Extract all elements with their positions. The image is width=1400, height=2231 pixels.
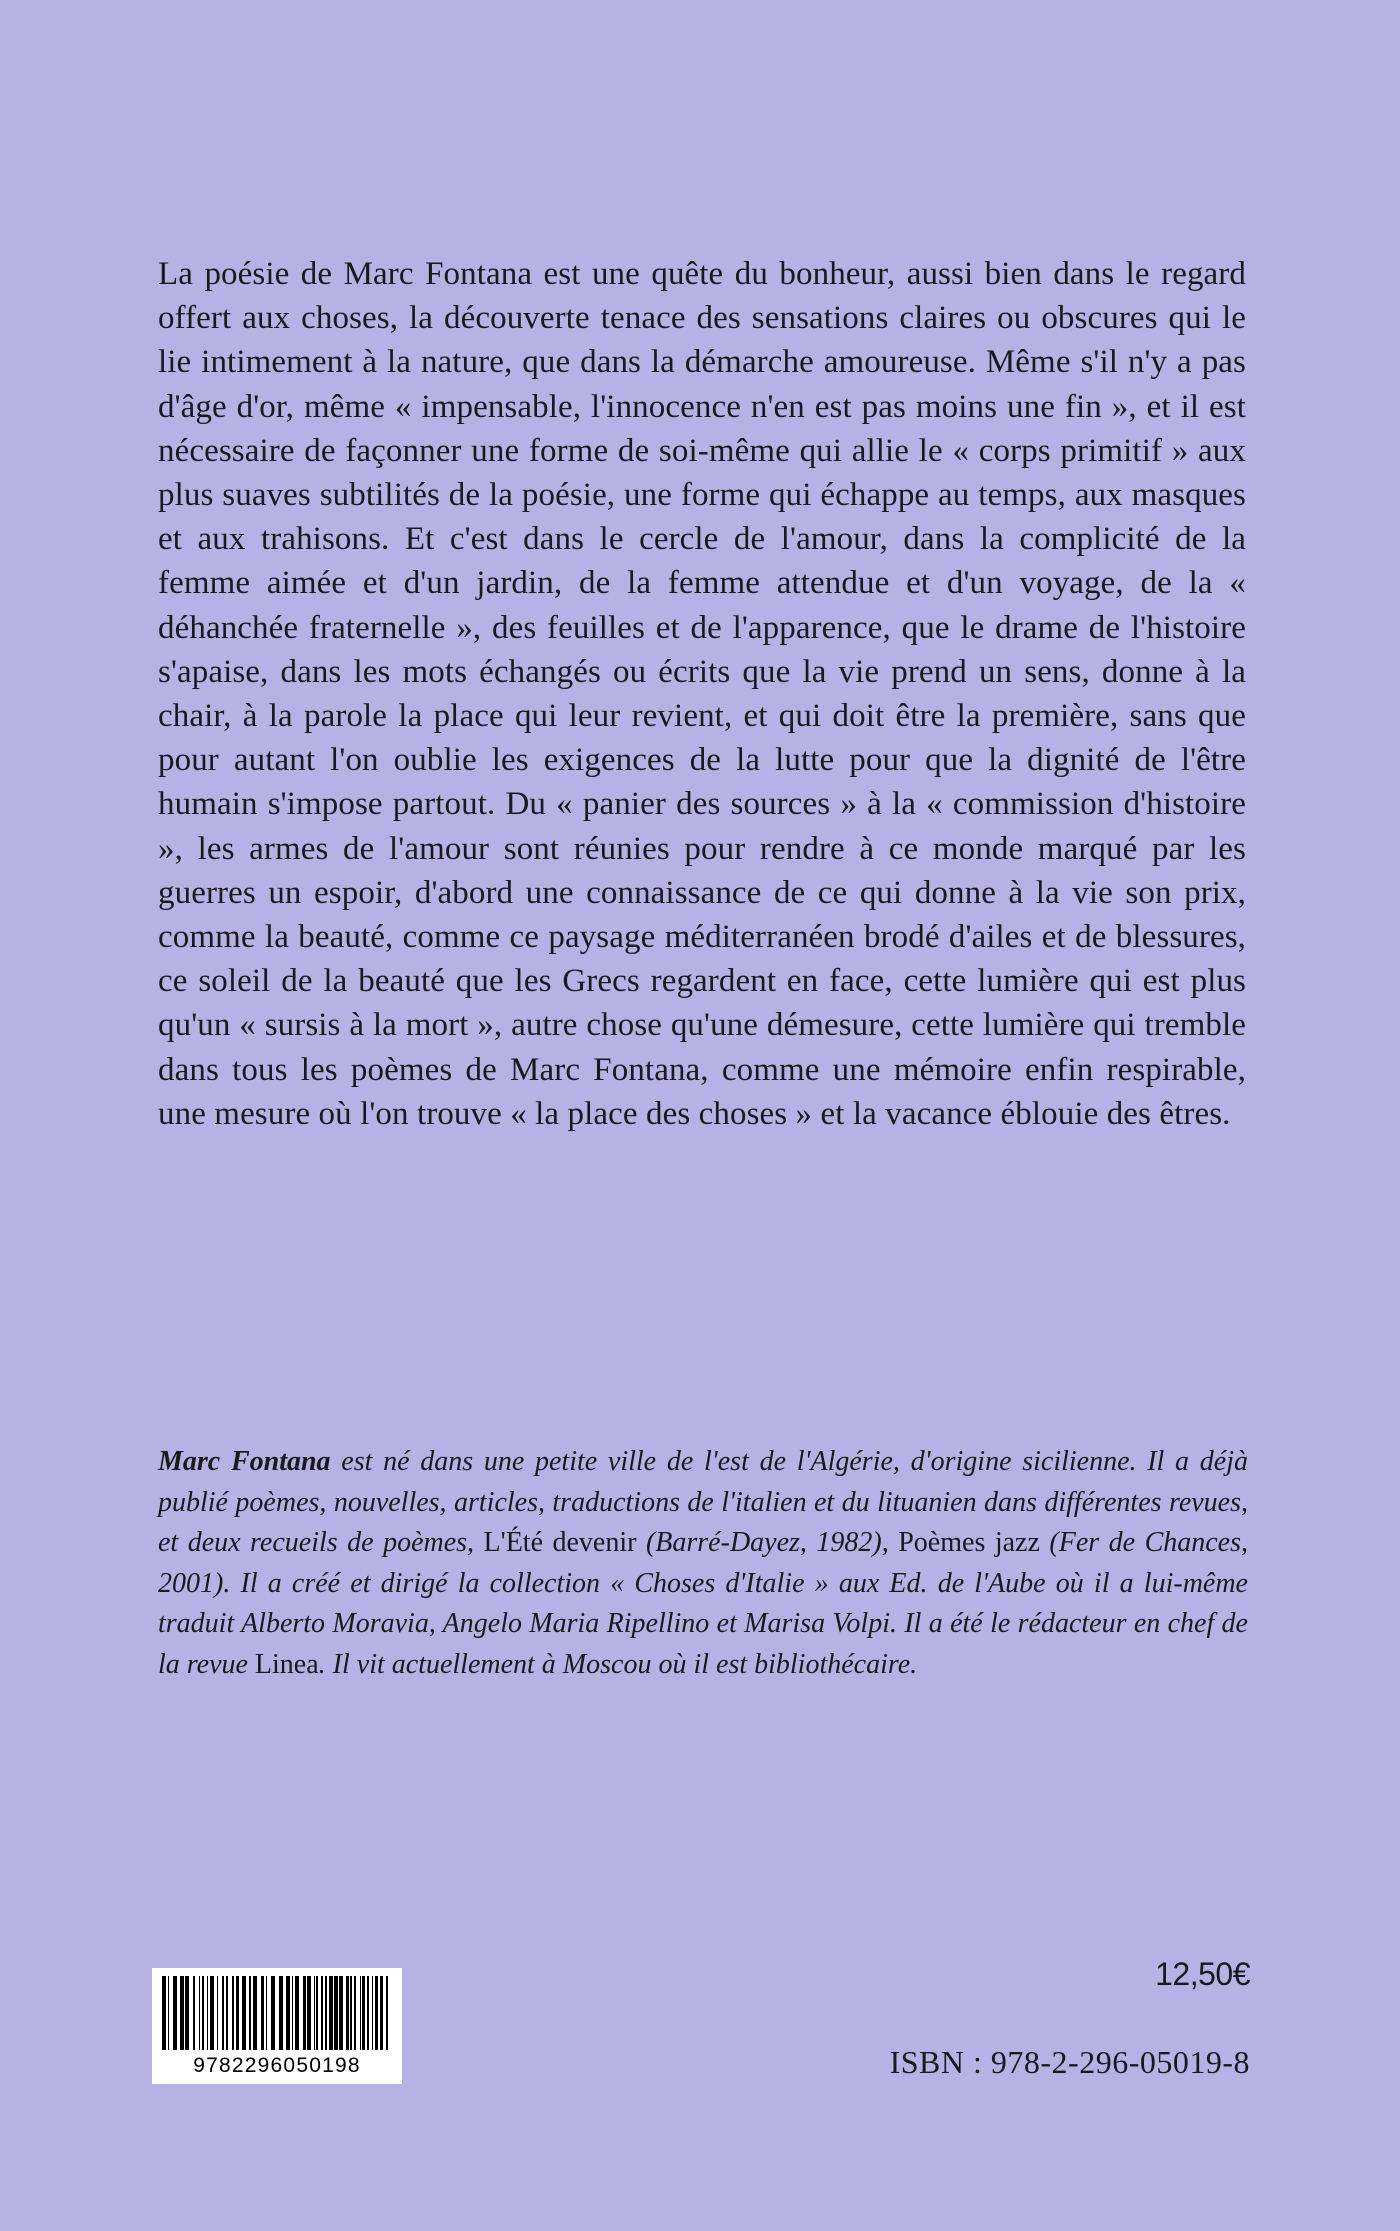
barcode-bar	[367, 1976, 369, 2050]
barcode-bar	[210, 1976, 214, 2050]
barcode-bar	[286, 1976, 290, 2050]
barcode-bar	[325, 1976, 327, 2050]
price: 12,50€	[1155, 1956, 1250, 1992]
barcode-bar	[295, 1976, 299, 2050]
barcode-bar	[380, 1976, 383, 2050]
barcode-bar	[303, 1976, 306, 2050]
barcode-bar	[180, 1976, 184, 2050]
bio-text-1: est né dans une petite ville de l'est de l'Algérie, d'origine sicilienne. Il a déjà publié poèmes, nouvelles, articles, traductions de l'italien et du lituanien dans différentes revues, et deux recueils de poèmes,	[158, 1446, 1248, 1558]
barcode-bar	[168, 1976, 169, 2050]
barcode-bar	[236, 1976, 239, 2050]
barcode-bar	[226, 1976, 228, 2050]
barcode-bar	[185, 1976, 189, 2050]
barcode-bar	[173, 1976, 177, 2050]
barcode-bars	[160, 1976, 394, 2050]
barcode-bar	[232, 1976, 234, 2050]
barcode-bar	[307, 1976, 311, 2050]
bio-text-4: . Il vit actuellement à Moscou où il est bibliothécaire.	[318, 1648, 918, 1680]
isbn: ISBN : 978-2-296-05019-8	[889, 2044, 1250, 2080]
barcode-bar	[360, 1976, 361, 2050]
barcode-bar	[279, 1976, 283, 2050]
barcode-bar	[199, 1976, 200, 2050]
barcode-bar	[375, 1976, 378, 2050]
barcode-bar	[316, 1976, 318, 2050]
barcode-bar	[350, 1976, 352, 2050]
barcode-bar	[372, 1976, 373, 2050]
barcode-bar	[242, 1976, 246, 2050]
book-title-1: L'Été devenir	[483, 1527, 637, 1558]
barcode-bar	[321, 1976, 323, 2050]
barcode-bar	[271, 1976, 275, 2050]
barcode-bar	[217, 1976, 218, 2050]
author-name: Marc Fontana	[158, 1446, 331, 1477]
barcode-icon	[152, 1968, 402, 2084]
book-title-2: Poèmes jazz	[898, 1527, 1040, 1558]
barcode-bar	[253, 1976, 257, 2050]
book-description: La poésie de Marc Fontana est une quête du bonheur, aussi bien dans le regard offert aux choses, la découverte tenace des sensations claires ou obscures qui le lie intimement à la nature, que dans la démarche amoureuse. Même s'il n'y a pas d'âge d'or, même « impensable, l'innocence n'en est pas moins une fin », et il est nécessaire de façonner une forme de soi-même qui allie le « corps primitif » aux plus suaves subtilités de la poésie, une forme qui échappe au temps, aux masques et aux trahisons. Et c'est dans le cercle de l'amour, dans la complicité de la femme aimée et d'un jardin, de la femme attendue et d'un voyage, de la « déhanchée fraternelle », des feuilles et de l'apparence, que le drame de l'histoire s'apaise, dans les mots échangés ou écrits que la vie prend un sens, donne à la chair, à la parole la place qui leur revient, et qui doit être la première, sans que pour autant l'on oublie les exigences de la lutte pour que la dignité de l'être humain s'impose partout. Du « panier des sources » à la « commission d'histoire », les armes de l'amour sont réunies pour rendre à ce monde marqué par les guerres un espoir, d'abord une connaissance de ce qui donne à la vie son prix, comme la beauté, comme ce paysage méditerranéen brodé d'ailes et de blessures, ce soleil de la beauté que les Grecs regardent en face, cette lumière qui est plus qu'un « sursis à la mort », autre chose qu'une démesure, cette lumière qui tremble dans tous les poèmes de Marc Fontana, comme une mémoire enfin respirable, une mesure où l'on trouve « la place des choses » et la vacance éblouie des êtres.	[158, 256, 1246, 1132]
barcode-bar	[249, 1976, 251, 2050]
barcode-bar	[386, 1976, 388, 2050]
barcode-bar	[266, 1976, 267, 2050]
barcode-bar	[314, 1976, 315, 2050]
barcode-bar	[193, 1976, 195, 2050]
barcode-bar	[292, 1976, 293, 2050]
barcode-digits: 9782296050198	[193, 2054, 361, 2077]
barcode-bar	[354, 1976, 356, 2050]
journal-title: Linea	[254, 1648, 319, 1680]
barcode-bar	[334, 1976, 338, 2050]
bio-text-2: (Barré-Dayez, 1982),	[636, 1527, 899, 1558]
barcode-bar	[329, 1976, 333, 2050]
barcode-bar	[162, 1976, 166, 2050]
bio-text-3: (Fer de Chances, 2001). Il a créé et dirigé la collection « Choses d'Italie » aux Ed. de l'Aube où il a lui-même traduit Alberto Moravia, Angelo Maria Ripellino et Marisa Volpi. Il a été le rédacteur en chef de la revue	[158, 1527, 1249, 1680]
barcode-bar	[346, 1976, 349, 2050]
author-bio	[158, 1442, 1248, 1685]
barcode-bar	[222, 1976, 224, 2050]
barcode-bar	[202, 1976, 204, 2050]
barcode-bar	[261, 1976, 264, 2050]
barcode-bar	[207, 1976, 208, 2050]
barcode-bar	[362, 1976, 365, 2050]
barcode-bar	[339, 1976, 343, 2050]
